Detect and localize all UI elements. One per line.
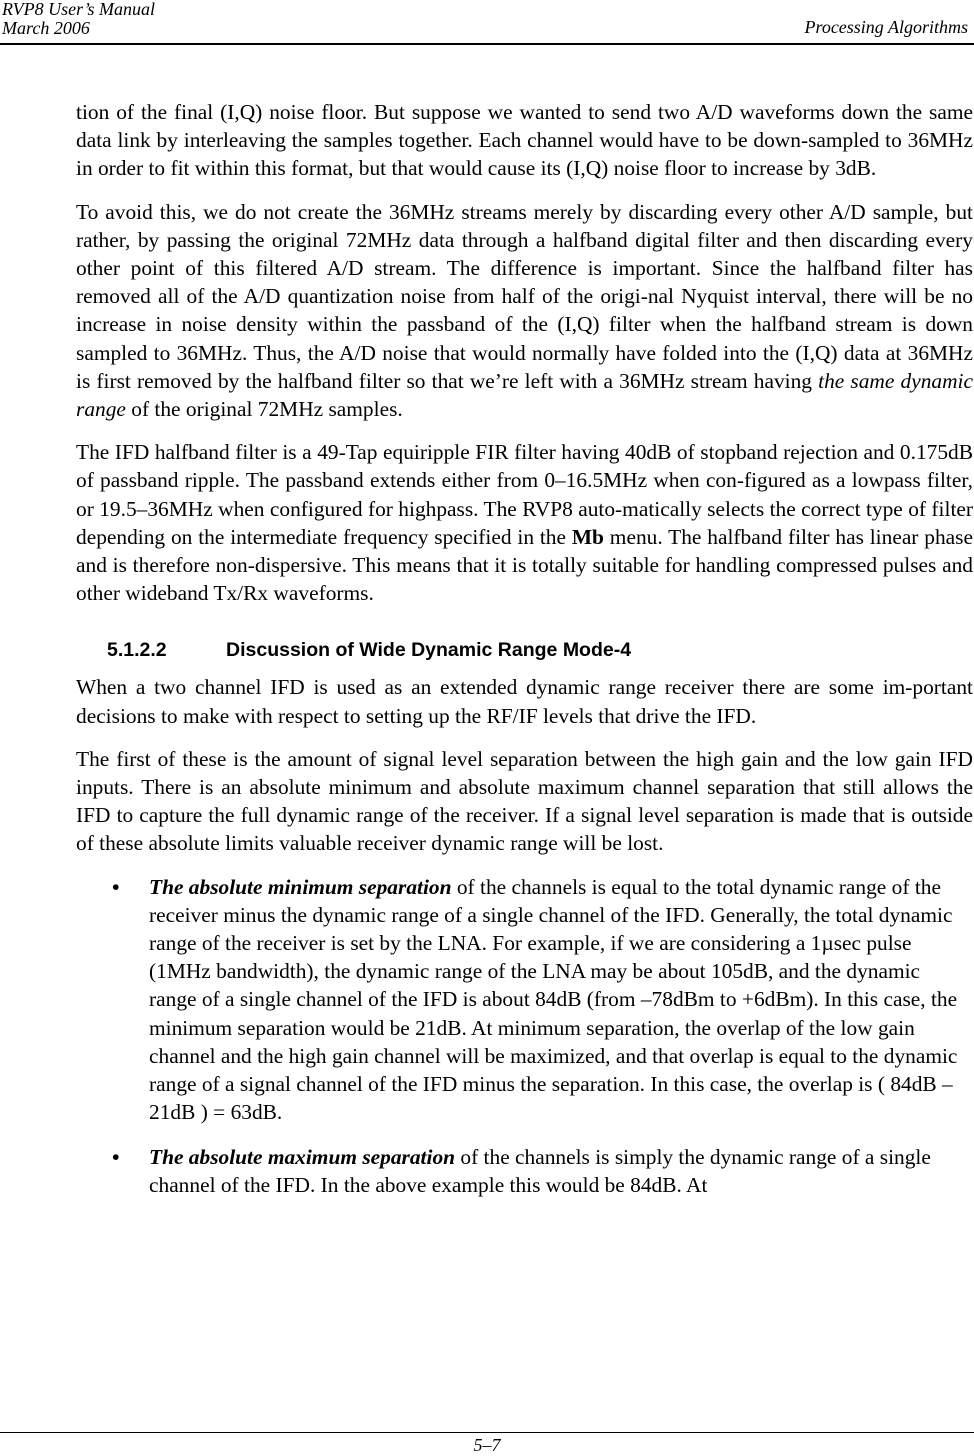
list-item: • The absolute maximum separation of the channels is simply the dynamic range of a single channel of the IFD. In the above example this would be 84dB. At <box>112 1144 931 1197</box>
paragraph: To avoid this, we do not create the 36MHz streams merely by discarding every other A/D sample, but rather, by passing the original 72MHz data through a halfband digital filter and then discarding every other point of this filtered A/D stream. The difference is important. Since the halfband filter has removed all of the A/D quantization noise from half of the origi-nal Nyquist interval, there will be no increase in noise density within the passband of the (I,Q) filter when the halfband stream is down sampled to 36MHz. Thus, the A/D noise that would normally have folded into the (I,Q) data at 36MHz is first removed by the halfband filter so that we’re left with a 36MHz stream having the same dynamic range of the original 72MHz samples. <box>76 199 973 422</box>
paragraph: tion of the final (I,Q) noise floor. But suppose we wanted to send two A/D waveforms down the same data link by interleaving the samples together. Each channel would have to be down-sampled to 36MHz in order to fit within this format, but that would cause its (I,Q) noise floor to increase by 3dB. <box>76 100 973 181</box>
manual-title: RVP8 User’s Manual <box>2 0 155 19</box>
section-number: 5.1.2.2 <box>107 639 167 662</box>
paragraph: When a two channel IFD is used as an extended dynamic range receiver there are some im-portant decisions to make with respect to setting up the RF/IF levels that drive the IFD. <box>76 675 973 728</box>
section-title: Discussion of Wide Dynamic Range Mode-4 <box>226 639 632 662</box>
page-number: 5–7 <box>473 1435 501 1455</box>
menu-name: Mb <box>571 524 604 549</box>
chapter-title: Processing Algorithms <box>804 17 968 37</box>
manual-date: March 2006 <box>2 18 90 38</box>
bullet-icon: • <box>112 874 120 899</box>
paragraph: The first of these is the amount of signal level separation between the high gain and the low gain IFD inputs. There is an absolute minimum and absolute maximum channel separation that still allows the IFD to capture the full dynamic range of the receiver. If a signal level separation is made that is outside of these absolute limits valuable receiver dynamic range will be lost. <box>76 746 973 856</box>
header-rule <box>0 43 974 45</box>
footer-rule <box>0 1432 974 1433</box>
bullet-list <box>76 873 973 1199</box>
running-header-left <box>2 0 155 38</box>
list-item: • The absolute minimum separation of the channels is equal to the total dynamic range of the receiver minus the dynamic range of a single channel of the IFD. Generally, the total dynamic range of the receiver is set by the LNA. For example, if we are considering a 1µsec pulse (1MHz bandwidth), the dynamic range of the LNA may be about 105dB, and the dynamic range of a single channel of the IFD is about 84dB (from –78dBm to +6dBm). In this case, the minimum separation would be 21dB. At minimum separation, the overlap of the low gain channel and the high gain channel will be maximized, and that overlap is equal to the dynamic range of a signal channel of the IFD minus the separation. In this case, the overlap is ( 84dB – 21dB ) = 63dB. <box>112 874 958 1125</box>
bullet-lead: The absolute minimum separation <box>149 874 452 899</box>
bullet-lead: The absolute maximum separation <box>149 1144 456 1169</box>
emphasis: the same dynamic range <box>76 368 973 422</box>
page-body <box>76 98 973 1215</box>
bullet-icon: • <box>112 1144 120 1169</box>
section-heading <box>107 637 973 663</box>
paragraph: The IFD halfband filter is a 49-Tap equiripple FIR filter having 40dB of stopband rejection and 0.175dB of passband ripple. The passband extends either from 0–16.5MHz when con-figured as a lowpass filter, or 19.5–36MHz when configured for highpass. The RVP8 auto-matically selects the correct type of filter depending on the intermediate frequency specified in the Mb menu. The halfband filter has linear phase and is therefore non-dispersive. This means that it is totally suitable for handling compressed pulses and other wideband Tx/Rx waveforms. <box>76 440 973 606</box>
